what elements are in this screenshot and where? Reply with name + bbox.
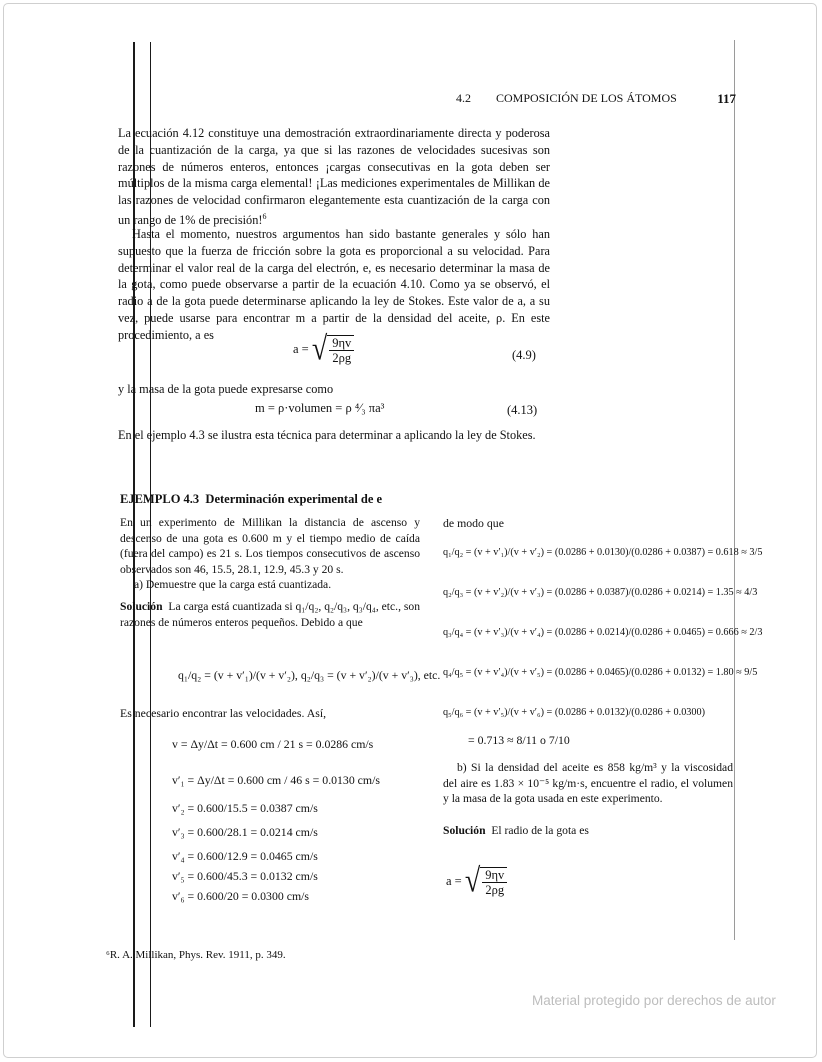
example-left-column [120, 515, 420, 630]
footnote-marker: 6 [262, 211, 267, 221]
section-number: 4.2 [456, 91, 471, 105]
velocity-v2: v′₂ = 0.600/15.5 = 0.0387 cm/s [172, 801, 318, 815]
example-part-a: a) Demuestre que la carga está cuantizada. [134, 578, 332, 592]
solution-b: Solución El radio de la gota es [443, 823, 589, 837]
ratio-5: q₅/q₆ = (v + v′₅)/(v + v′₆) = (0.0286 + 0.0132)/(0.0286 + 0.0300) [443, 707, 705, 718]
right-margin-mark [734, 40, 735, 940]
ratio-2: q₂/q₃ = (v + v′₂)/(v + v′₃) = (0.0286 + 0.0387)/(0.0286 + 0.0214) = 1.35 ≈ 4/3 [443, 587, 758, 598]
solution-a: Solución La carga está cuantizada si q₁/q₂, q₂/q₃, q₃/q₄, etc., son razones de números enteros pequeños. Debido a que [120, 599, 420, 629]
velocity-v: v = Δy/Δt = 0.600 cm / 21 s = 0.0286 cm/s [172, 737, 374, 751]
ratio-equation: q₁/q₂ = (v + v′₁)/(v + v′₂), q₂/q₃ = (v + v′₂)/(v + v′₃), etc. [178, 668, 441, 682]
velocity-v1: v′₁ = Δy/Δt = 0.600 cm / 46 s = 0.0130 cm/s [172, 773, 380, 787]
de-modo-que: de modo que [443, 516, 504, 530]
paragraph-2: Hasta el momento, nuestros argumentos han sido bastante generales y sólo han supuesto que la fuerza de fricción sobre la gota es proporcional a su velocidad. Para determinar el valor real de la carga del electrón, e, es necesario determinar la masa de la gota, como puede observarse a partir de la ecuación 4.10. Como ya se observó, el radio a de la gota puede determinarse aplicando la ley de Stokes. Este valor de a, a su vez, puede usarse para encontrar m a partir de la densidad del aceite, ρ. En este procedimiento, a es [118, 227, 550, 342]
equation-4-9: a = √ $\frac{9\eta v}{2\rho g}$ [293, 334, 354, 366]
example-right-column [443, 760, 733, 838]
need-velocities-text: Es necesario encontrar las velocidades. Así, [120, 706, 327, 720]
velocity-v3: v′₃ = 0.600/28.1 = 0.0214 cm/s [172, 825, 318, 839]
ratio-5-result: = 0.713 ≈ 8/11 o 7/10 [468, 733, 570, 747]
ratio-3: q₃/q₄ = (v + v′₃)/(v + v′₄) = (0.0286 + 0.0214)/(0.0286 + 0.0465) = 0.666 ≈ 2/3 [443, 627, 763, 638]
copyright-watermark: Material protegido por derechos de autor [532, 993, 776, 1008]
paragraph-1: La ecuación 4.12 constituye una demostración extraordinariamente directa y poderosa de la cuantización de la carga, ya que si las razones de velocidades sucesivas son razones de números enteros, entonces ¡cargas consecutivas en la gota deben ser múltiplos de la misma carga elemental! ¡Las mediciones experimentales de Millikan de las razones de velocidad confirmaron elegantemente esta cuantización de la carga con un rango de 1% de precisión!$^6$ [118, 126, 550, 227]
velocity-v6: v′₆ = 0.600/20 = 0.0300 cm/s [172, 889, 309, 903]
footnote: ⁶R. A. Millikan, Phys. Rev. 1911, p. 349. [106, 949, 286, 961]
velocity-v5: v′₅ = 0.600/45.3 = 0.0132 cm/s [172, 869, 318, 883]
ratio-1: q₁/q₂ = (v + v′₁)/(v + v′₂) = (0.0286 + 0.0130)/(0.0286 + 0.0387) = 0.618 ≈ 3/5 [443, 547, 763, 558]
example-part-b: b) Si la densidad del aceite es 858 kg/m³ y la viscosidad del aire es 1.83 × 10⁻⁵ kg/m·s, encuentre el radio, el volumen y la masa de la gota usada en este experimento. [443, 761, 733, 806]
equation-label-4-9: (4.9) [512, 348, 536, 362]
page-number: 117 [717, 91, 736, 106]
chapter-title: COMPOSICIÓN DE LOS ÁTOMOS [496, 91, 677, 105]
equation-4-13: m = ρ·volumen = ρ ⁴⁄₃ πa³ [255, 401, 385, 415]
example-title: EJEMPLO 4.3 Determinación experimental de e [120, 492, 383, 506]
paragraph-4: En el ejemplo 4.3 se ilustra esta técnica para determinar a aplicando la ley de Stokes. [118, 428, 536, 442]
radius-equation: a = √ $\frac{9\eta v}{2\rho g}$ [446, 866, 507, 898]
example-intro: En un experimento de Millikan la distancia de ascenso y descenso de una gota es 0.600 m y el tiempo medio de caída (fuera del campo) es 21 s. Los tiempos consecutivos de ascenso observados son 46, 15.5, 28.1, 12.9, 45.3 y 20 s. [120, 516, 420, 576]
velocity-v4: v′₄ = 0.600/12.9 = 0.0465 cm/s [172, 849, 318, 863]
paragraph-3: y la masa de la gota puede expresarse como [118, 382, 334, 396]
ratio-4: q₄/q₅ = (v + v′₄)/(v + v′₅) = (0.0286 + 0.0465)/(0.0286 + 0.0132) = 1.80 ≈ 9/5 [443, 667, 758, 678]
equation-label-4-13: (4.13) [507, 403, 538, 417]
